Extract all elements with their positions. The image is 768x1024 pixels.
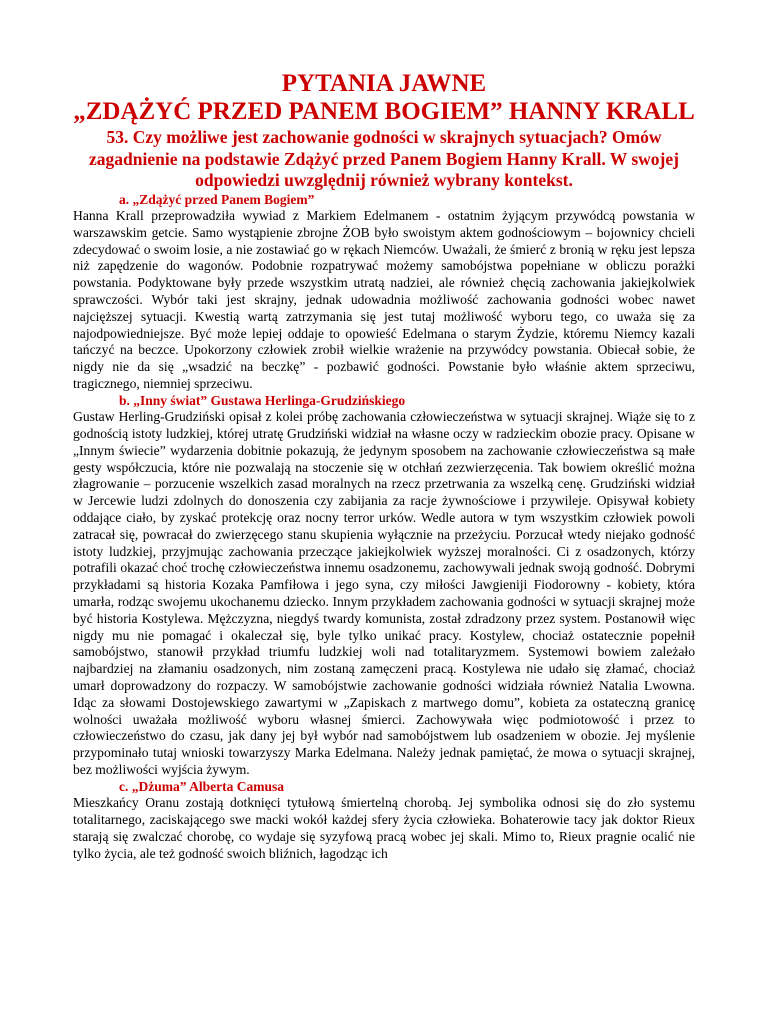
title-line-1: PYTANIA JAWNE — [281, 70, 487, 97]
section-heading: b. „Inny świat” Gustawa Herlinga-Grudzińskiego — [119, 392, 406, 408]
section-a — [73, 192, 695, 393]
title-line-2: „ZDĄŻYĆ PRZED PANEM BOGIEM” HANNY KRALL — [73, 98, 695, 125]
section-heading: a. „Zdążyć przed Panem Bogiem” — [119, 191, 315, 207]
section-c — [73, 779, 695, 863]
section-b — [73, 393, 695, 779]
question-heading: 53. Czy możliwe jest zachowanie godności w skrajnych sytuacjach? Omów zagadnienie na podstawie Zdążyć przed Panem Bogiem Hanny Krall. W swojej odpowiedzi uwzględnij również wybrany kontekst. — [89, 127, 679, 190]
section-paragraph: Gustaw Herling-Grudziński opisał z kolei próbę zachowania człowieczeństwa w sytuacji skrajnej. Wiąże się to z godnością istoty ludzkiej, której utratę Grudziński widział na własne oczy w radzieckim obozie pracy. Opisane w „Innym świecie” wydarzenia dobitnie pokazują, że jedynym sposobem na zachowanie człowieczeństwa są małe gesty współczucia, które nie pozwalają na stoczenie się w otchłań zezwierzęcenia. Tak bowiem określić można złagrowanie – porzucenie wszelkich zasad moralnych na rzecz przetrwania za wszelką cenę. Grudziński widział w Jercewie ludzi zdolnych do donoszenia czy zabijania za racje żywnościowe i przywileje. Opisywał kobiety oddające ciało, by zyskać protekcję oraz nocny terror urków. Wedle autora w tym wszystkim człowiek powoli zatracał się, powracał do zwierzęcego stanu skupienia wyłącznie na przeżyciu. Porzucał wtedy niejako godność istoty ludzkiej, przyjmując zachowania przeczące jakiejkolwiek wyższej moralności. Ci z osadzonych, którzy potrafili okazać choć trochę człowieczeństwa innemu osadzonemu, zachowywali jednak swoją godność. Dobrymi przykładami są historia Kozaka Pamfiłowa i jego syna, czy miłości Jawgieniji Fiodorowny - kobiety, która umarła, rodząc swojemu ukochanemu dziecko. Innym przykładem zachowania godności w sytuacji skrajnej może być historia Kostylewa. Mężczyzna, niegdyś twardy komunista, został zdradzony przez system. Postanowił więc nigdy mu nie pomagać i okaleczał się, byle tylko unikać pracy. Kostylew, chociaż ostatecznie popełnił samobójstwo, stanowił przykład triumfu ludzkiej woli nad totalitaryzmem. Systemowi bowiem zależało najbardziej na złamaniu osadzonych, nim zostaną zamęczeni pracą. Kostylewa nie udało się złamać, chociaż umarł doprowadzony do rozpaczy. W samobójstwie zachowanie godności widziała również Natalia Lwowna. Idąc za słowami Dostojewskiego zawartymi w „Zapiskach z martwego domu”, kobieta za ostateczną granicę wolności uważała możliwość wyboru własnej śmierci. Zachowywała więc podmiotowość i przez to człowieczeństwo do czasu, jak dany jej był wybór nad samobójstwem lub osadzeniem w obozie. Jej myślenie przypominało tutaj wnioski towarzyszy Marka Edelmana. Należy jednak pamiętać, że mowa o sytuacji skrajnej, bez możliwości wyjścia żywym. — [73, 409, 695, 777]
section-paragraph: Hanna Krall przeprowadziła wywiad z Markiem Edelmanem - ostatnim żyjącym przywódcą powstania w warszawskim getcie. Samo wystąpienie zbrojne ŻOB było swoistym aktem godnościowym – bojownicy chcieli zdecydować o swoim losie, a nie zostawiać go w rękach Niemców. Uważali, że śmierć z bronią w ręku jest lepsza niż zapędzenie do wagonów. Podobnie rozpatrywać możemy samobójstwa popełniane w obliczu porażki powstania. Podyktowane były przede wszystkim utratą nadziei, ale również chęcią zachowania jakiejkolwiek sprawczości. Wybór taki jest skrajny, jednak udowadnia możliwość zachowania godności wobec nawet najcięższej sytuacji. Kwestią wartą zatrzymania się jest tutaj możliwość wyboru tego, co uważa się za najodpowiedniejsze. Być może lepiej oddaje to opowieść Edelmana o starym Żydzie, któremu Niemcy kazali tańczyć na beczce. Upokorzony człowiek zrobił wielkie wrażenie na przywódcy powstania. Obiecał sobie, że nigdy nie da się „wsadzić na beczkę” - pozbawić godności. Powstanie było właśnie aktem sprzeciwu, tragicznego, niemniej sprzeciwu. — [73, 208, 695, 391]
section-paragraph: Mieszkańcy Oranu zostają dotknięci tytułową śmiertelną chorobą. Jej symbolika odnosi się do zło systemu totalitarnego, zaciskającego swe macki wokół każdej sfery życia człowieka. Bohaterowie tacy jak doktor Rieux starają się zwalczać chorobę, co wydaje się syzyfową pracą wobec jej skali. Mimo to, Rieux pragnie ocalić nie tylko życia, ale też godność swoich bliźnich, łagodząc ich — [73, 795, 695, 861]
document-title — [73, 70, 695, 126]
section-heading: c. „Dżuma” Alberta Camusa — [119, 778, 284, 794]
